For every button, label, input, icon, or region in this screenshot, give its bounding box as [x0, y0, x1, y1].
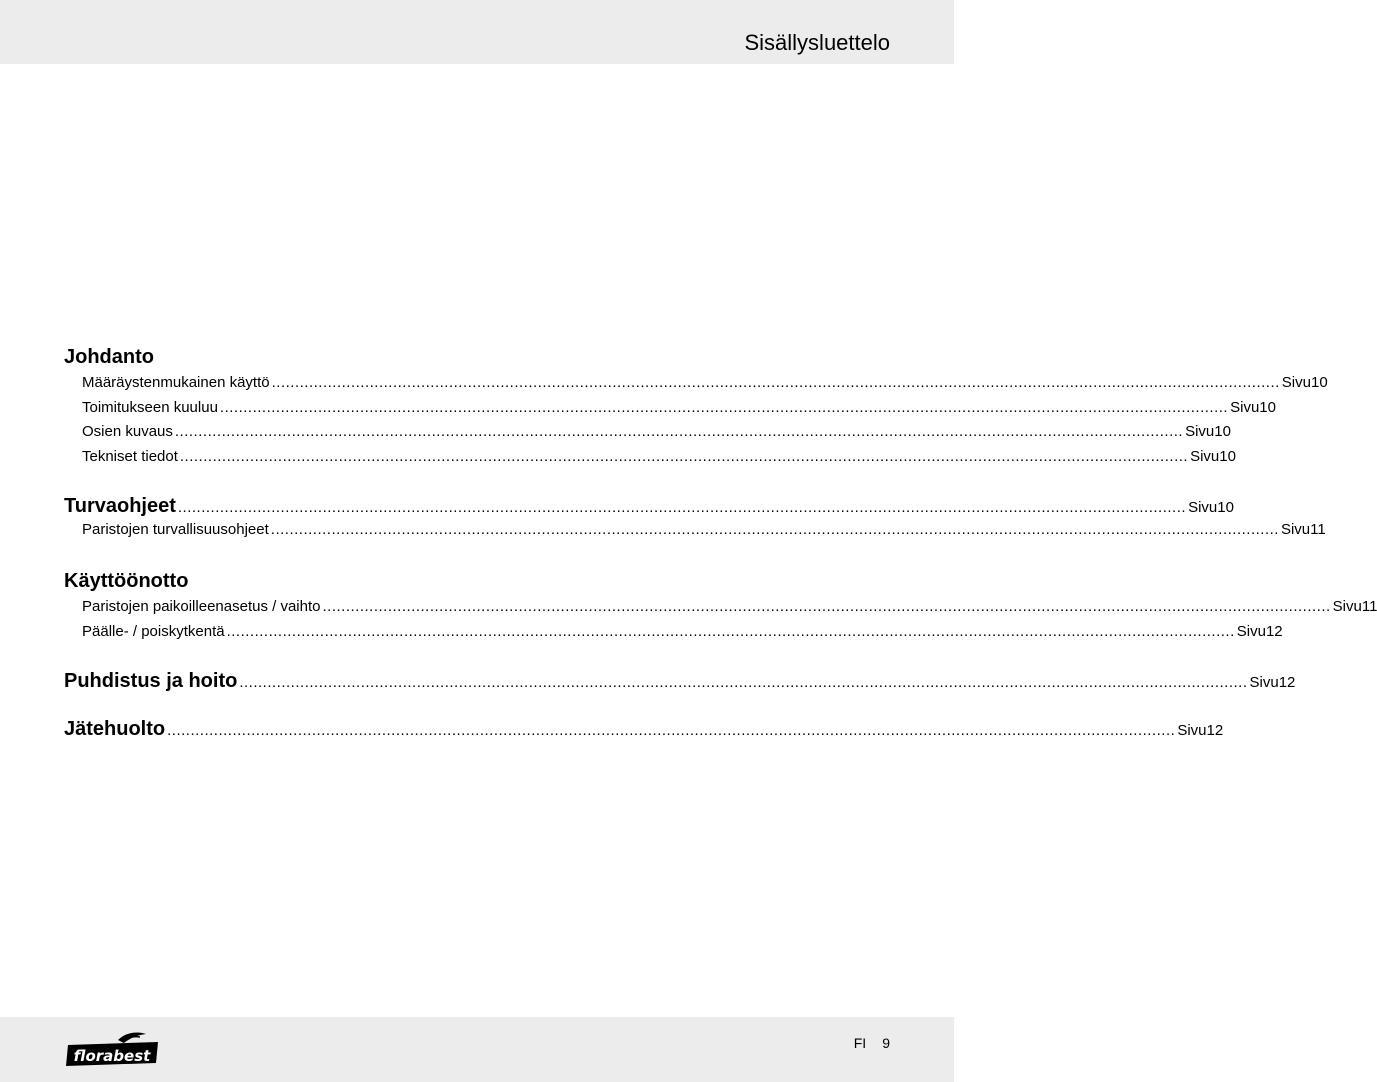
florabest-logo: [64, 1030, 160, 1070]
sivu-label: Sivu: [1281, 374, 1311, 391]
leader-dots: ........................................................................................................................................................................................................................: [271, 374, 1280, 391]
page-footer: [0, 1017, 954, 1082]
toc-entry[interactable]: [64, 518, 1326, 543]
page-number-value: 9: [882, 1035, 890, 1051]
language-code: FI: [853, 1035, 867, 1051]
sivu-label: Sivu: [1332, 598, 1362, 616]
section-spacer: [64, 543, 890, 567]
leader-dots: ........................................................................................................................................................................................................................: [179, 448, 1189, 466]
toc-entry-page: 10: [1310, 374, 1328, 391]
toc-entry-label: Paristojen paikoilleenasetus / vaihto: [82, 598, 321, 616]
toc-entry[interactable]: [64, 620, 1283, 645]
toc-entry[interactable]: [64, 445, 1236, 470]
toc-heading-label: Turvaohjeet: [64, 494, 176, 517]
leader-dots: ........................................................................................................................................................................................................................: [226, 622, 1235, 640]
toc-entry[interactable]: [64, 595, 1377, 620]
toc-heading-kayttoonotto: Käyttöönotto: [64, 570, 189, 593]
toc-entry-label: Osien kuvaus: [82, 423, 173, 441]
section-spacer: [64, 470, 890, 494]
logo-text: florabest: [73, 1047, 151, 1065]
toc-entry-page: 11: [1361, 598, 1377, 616]
toc-entry-label: Päälle- / poiskytkentä: [82, 622, 225, 640]
leader-dots: ........................................................................................................................................................................................................................: [322, 598, 1331, 616]
toc-entry-page: 12: [1265, 622, 1283, 640]
toc-heading-page: 12: [1278, 673, 1296, 691]
toc-entry-page: 10: [1259, 398, 1276, 416]
leader-dots: ........................................................................................................................................................................................................................: [239, 673, 1248, 691]
table-of-contents: [64, 343, 1377, 742]
leader-dots: ........................................................................................................................................................................................................................: [270, 521, 1279, 539]
section-spacer: [64, 645, 890, 669]
page-header: [0, 0, 954, 64]
sivu-label: Sivu: [1177, 722, 1207, 740]
toc-entry-page: 10: [1219, 448, 1236, 466]
leader-dots: ........................................................................................................................................................................................................................: [177, 498, 1187, 516]
sivu-label: Sivu: [1236, 622, 1266, 640]
toc-heading-label: Puhdistus ja hoito: [64, 669, 238, 692]
toc-entry-label: Määräystenmukainen käyttö: [82, 374, 270, 391]
toc-entry-label: Tekniset tiedot: [82, 448, 178, 466]
toc-entry-page: 10: [1214, 423, 1231, 441]
toc-entry[interactable]: [64, 371, 1328, 396]
sivu-label: Sivu: [1185, 423, 1215, 441]
sivu-label: Sivu: [1230, 398, 1260, 416]
leader-dots: ........................................................................................................................................................................................................................: [219, 398, 1229, 416]
toc-heading-puhdistus[interactable]: [64, 669, 1296, 694]
sivu-label: Sivu: [1280, 521, 1311, 539]
toc-entry[interactable]: [64, 396, 1276, 421]
toc-heading-johdanto: Johdanto: [64, 346, 154, 368]
toc-entry-label: Toimitukseen kuuluu: [82, 398, 218, 416]
toc-entry[interactable]: [64, 420, 1231, 445]
page-title: Sisällysluettelo: [744, 30, 890, 55]
section-spacer: [64, 693, 890, 717]
sivu-label: Sivu: [1190, 448, 1220, 466]
toc-heading-label: Jätehuolto: [64, 718, 166, 741]
sivu-label: Sivu: [1249, 673, 1279, 691]
leader-dots: ........................................................................................................................................................................................................................: [174, 423, 1184, 441]
toc-heading-turvaohjeet[interactable]: [64, 494, 1234, 519]
leader-dots: ........................................................................................................................................................................................................................: [167, 722, 1176, 740]
page-number: [854, 1035, 890, 1051]
sivu-label: Sivu: [1188, 498, 1218, 516]
toc-heading-page: 12: [1206, 722, 1224, 740]
toc-entry-label: Paristojen turvallisuusohjeet: [82, 521, 269, 539]
toc-entry-page: 11: [1310, 521, 1326, 539]
toc-heading-page: 10: [1217, 498, 1234, 516]
toc-heading-jatehuolto[interactable]: [64, 717, 1224, 742]
